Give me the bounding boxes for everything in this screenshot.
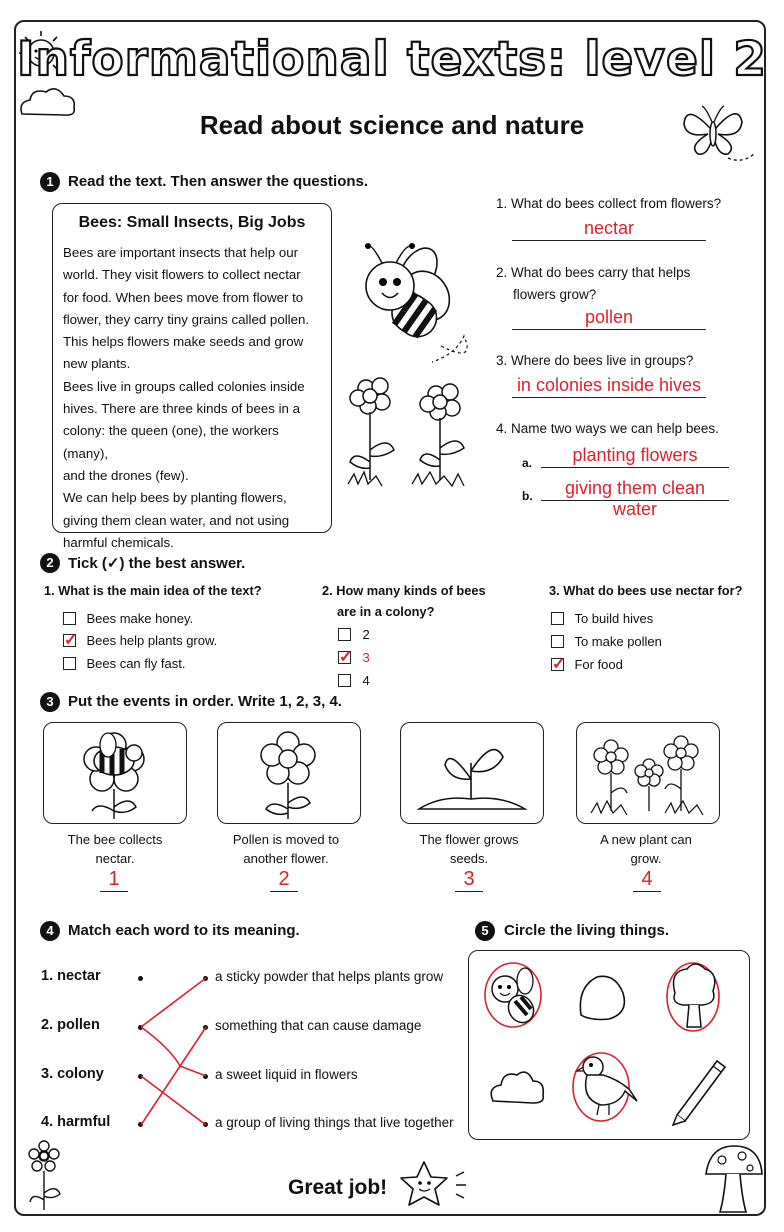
checkbox[interactable] [63, 612, 76, 625]
caption-line: The bee collects [67, 832, 163, 847]
living-things-box [468, 950, 750, 1140]
caption-line: grow. [630, 851, 662, 866]
section-2-number: 2 [40, 553, 60, 573]
bird-icon[interactable] [573, 1053, 637, 1121]
match-word-3: 3. colony [41, 1066, 104, 1082]
reading-text [63, 242, 327, 554]
match-word-4: 4. harmful [41, 1114, 111, 1130]
checkbox-checked[interactable] [63, 632, 78, 650]
sprout-icon [401, 723, 541, 821]
check-mark-icon: ✓ [339, 649, 353, 667]
checkbox[interactable] [551, 635, 564, 648]
answer-4b: giving them clean water [564, 478, 706, 519]
section-1-number: 1 [40, 172, 60, 192]
bee-icon[interactable] [485, 963, 541, 1027]
question-2-line-1: 2. What do bees carry that helps [496, 265, 691, 280]
reading-passage-box [52, 203, 332, 550]
tick-option-row[interactable] [63, 655, 185, 673]
answer-2-line[interactable] [512, 307, 706, 330]
caption-line: nectar. [95, 851, 135, 866]
option-label: 2 [362, 627, 370, 642]
bee-on-flower-icon [44, 723, 184, 821]
match-meaning-2: something that can cause damage [215, 1018, 422, 1033]
checkbox[interactable] [551, 612, 564, 625]
section-4-heading: Match each word to its meaning. [68, 922, 300, 939]
answer-1-line[interactable] [512, 218, 706, 241]
match-word-1: 1. nectar [41, 968, 101, 984]
reading-line: colony: the queen (one), the workers (many), [63, 423, 279, 461]
answer-1: nectar [583, 218, 635, 238]
page-title: Informational texts: level 2 [16, 32, 767, 87]
option-label: 3 [362, 650, 370, 665]
event-4-image [576, 722, 720, 824]
event-2-image [217, 722, 361, 824]
page-subtitle: Read about science and nature [199, 110, 585, 140]
tick-question-3: 3. What do bees use nectar for? [549, 583, 743, 598]
option-label: 4 [362, 673, 370, 688]
reading-line: flower, they carry tiny grains called pollen. [63, 311, 310, 327]
question-3: 3. Where do bees live in groups? [496, 353, 694, 368]
tick-option-row-selected[interactable] [551, 656, 623, 674]
reading-line: for food. When bees move from flower to [63, 289, 304, 305]
tick-option-row[interactable] [338, 672, 370, 690]
check-mark-icon: ✓ [552, 656, 566, 674]
question-2-line-2: flowers grow? [513, 287, 597, 302]
check-mark-icon: ✓ [64, 632, 78, 650]
tree-icon[interactable] [667, 963, 719, 1031]
tick-option-row-selected[interactable] [63, 632, 217, 650]
answer-4b-label: b. [522, 489, 533, 503]
tick-question-2-line-2: are in a colony? [337, 604, 435, 619]
order-input-2[interactable]: 2 [270, 868, 298, 892]
option-label: Bees make honey. [86, 611, 194, 626]
section-4-number: 4 [40, 921, 60, 941]
caption-line: another flower. [243, 851, 329, 866]
checkbox[interactable] [338, 628, 351, 641]
answer-4a: planting flowers [572, 445, 698, 465]
event-1-caption [43, 830, 187, 868]
reading-line: new plants. [63, 356, 131, 372]
answer-3-line[interactable] [512, 375, 706, 398]
event-3-image [400, 722, 544, 824]
tick-question-2-line-1: 2. How many kinds of bees [322, 583, 486, 598]
order-input-3[interactable]: 3 [455, 868, 483, 892]
tick-option-row[interactable] [551, 633, 662, 651]
caption-line: A new plant can [600, 832, 692, 847]
match-meaning-1: a sticky powder that helps plants grow [215, 969, 444, 984]
match-line-pollen [141, 978, 206, 1027]
event-1-image [43, 722, 187, 824]
section-1-heading: Read the text. Then answer the questions. [68, 173, 369, 190]
cloud-icon[interactable] [491, 1072, 543, 1103]
reading-line: Bees live in groups called colonies inside [63, 378, 305, 394]
match-line-nectar [141, 1027, 206, 1076]
section-2-heading: Tick (✓) the best answer. [68, 555, 246, 572]
reading-title: Bees: Small Insects, Big Jobs [78, 214, 306, 231]
section-5-number: 5 [475, 921, 495, 941]
event-2-caption [214, 830, 358, 868]
answer-4a-label: a. [522, 456, 533, 470]
option-label: Bees help plants grow. [86, 633, 218, 648]
match-lines [130, 968, 220, 1138]
checkbox[interactable] [338, 674, 351, 687]
order-input-1[interactable]: 1 [100, 868, 128, 892]
checkbox-checked[interactable] [551, 656, 566, 674]
great-job-text: Great job! [288, 1176, 388, 1199]
reading-line: world. They visit flowers to collect nectar [63, 267, 301, 283]
reading-line: and the drones (few). [63, 467, 189, 483]
checkbox-checked[interactable] [338, 649, 353, 667]
match-word-2: 2. pollen [41, 1017, 100, 1033]
option-label: Bees can fly fast. [86, 656, 186, 671]
tick-option-row[interactable] [338, 626, 370, 644]
match-line-colony [141, 1076, 206, 1125]
reading-line: harmful chemicals. [63, 534, 174, 550]
event-4-caption [574, 830, 718, 868]
flower-icon [218, 723, 358, 821]
tick-option-row-selected[interactable] [338, 649, 370, 667]
match-line-harmful [141, 1027, 206, 1125]
reading-line: Bees are important insects that help our [63, 245, 299, 260]
checkbox[interactable] [63, 657, 76, 670]
tick-option-row[interactable] [551, 610, 653, 628]
event-3-caption [397, 830, 541, 868]
question-4: 4. Name two ways we can help bees. [496, 421, 719, 436]
answer-4b-line[interactable] [541, 478, 729, 519]
caption-line: The flower grows [419, 832, 519, 847]
option-label: To build hives [574, 611, 654, 626]
section-5-heading: Circle the living things. [504, 922, 670, 939]
tick-question-1: 1. What is the main idea of the text? [44, 583, 262, 598]
reading-line: This helps flowers make seeds and grow [63, 334, 304, 350]
bee-flowers-illustration [346, 236, 486, 496]
pencil-icon[interactable] [673, 1061, 725, 1125]
match-meaning-3: a sweet liquid in flowers [215, 1067, 358, 1082]
tick-option-row[interactable] [63, 610, 193, 628]
option-label: To make pollen [574, 634, 662, 649]
section-3-number: 3 [40, 692, 60, 712]
reading-line: hives. There are three kinds of bees in a [63, 401, 301, 417]
order-input-4[interactable]: 4 [633, 868, 661, 892]
rock-icon[interactable] [580, 976, 624, 1019]
flower-garden-icon [577, 723, 717, 821]
flower-corner-icon [24, 1138, 74, 1218]
caption-line: seeds. [449, 851, 489, 866]
star-icon [396, 1158, 472, 1210]
answer-4a-line[interactable] [541, 445, 729, 468]
reading-line: We can help bees by planting flowers, [63, 490, 287, 506]
answer-3: in colonies inside hives [516, 375, 702, 395]
answer-2: pollen [584, 307, 634, 327]
caption-line: Pollen is moved to [232, 832, 340, 847]
option-label: For food [574, 657, 623, 672]
match-meaning-4: a group of living things that live together [215, 1115, 454, 1130]
question-1: 1. What do bees collect from flowers? [496, 196, 722, 211]
mushroom-icon [700, 1140, 768, 1218]
reading-line: giving them clean water, and not using [63, 512, 290, 528]
section-3-heading: Put the events in order. Write 1, 2, 3, 4. [68, 693, 342, 710]
living-things-pictures [469, 951, 749, 1139]
